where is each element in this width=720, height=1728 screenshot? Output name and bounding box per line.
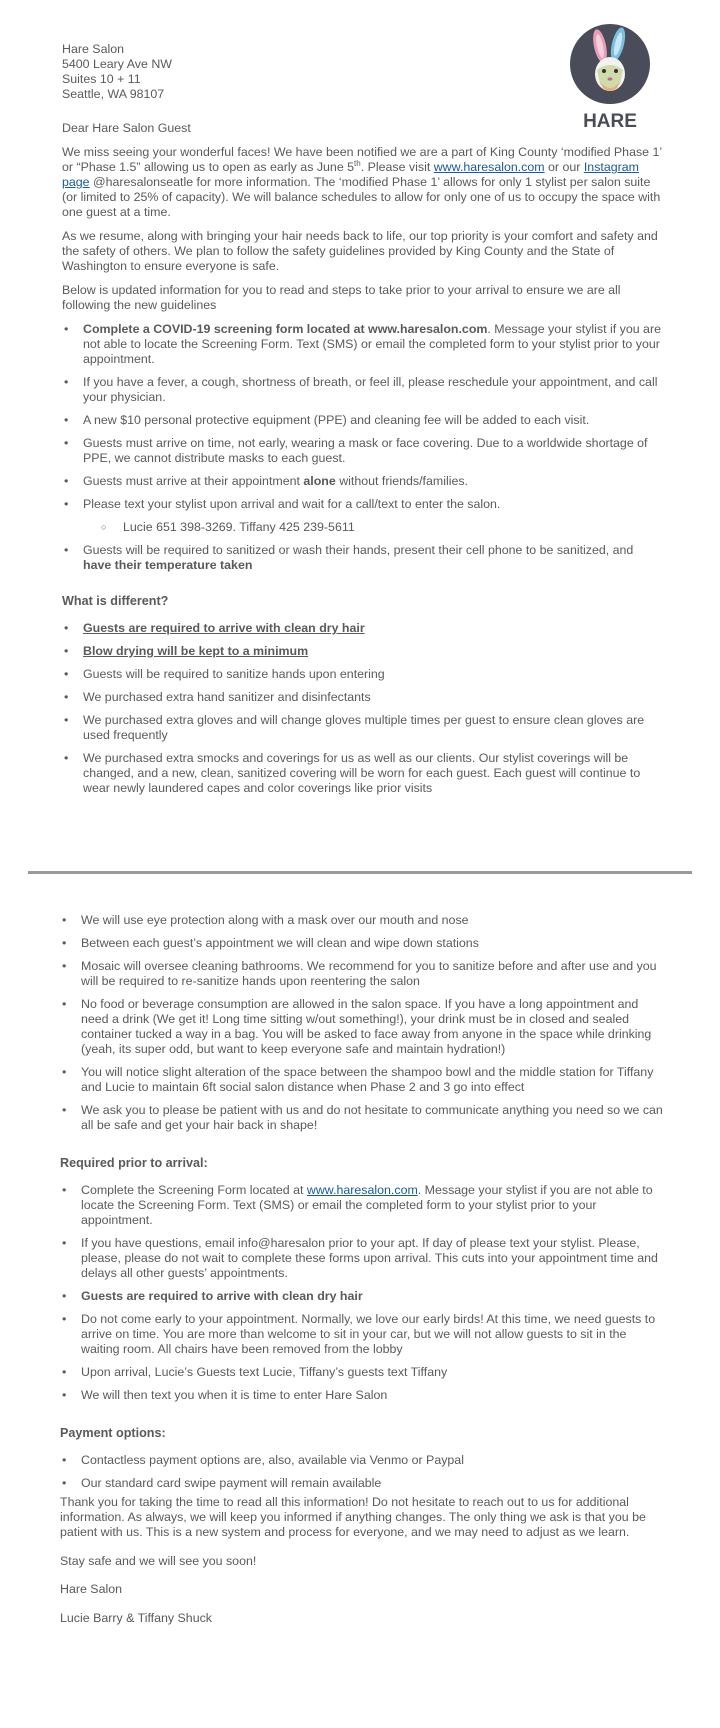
section-heading-different: What is different?: [62, 594, 169, 608]
address-line: Seattle, WA 98107: [62, 87, 165, 101]
different-list-continued: [60, 913, 665, 1133]
resume-paragraph: As we resume, along with bringing your hair needs back to life, our top priority is your comfort and safety and the safety of others. We plan to follow the safety guidelines provided by King County and the State of Washington to ensure everyone is safe.: [62, 229, 658, 273]
list-item: • We will then text you when it is time to enter Hare Salon: [60, 1388, 665, 1403]
letter-page-2: [60, 913, 665, 1626]
stylist-phones: ○ Lucie 651 398-3269. Tiffany 425 239-5611: [83, 520, 662, 535]
section-heading-required: Required prior to arrival:: [60, 1156, 208, 1170]
different-list: [62, 621, 662, 796]
list-item: • If you have a fever, a cough, shortness of breath, or feel ill, please reschedule your appointment, and call your physician.: [62, 375, 662, 405]
required-list: [60, 1183, 665, 1403]
list-item: • Blow drying will be kept to a minimum: [62, 644, 662, 659]
sender-address: [62, 42, 662, 102]
stylist-phone-list: [83, 520, 662, 535]
closing-paragraph: Thank you for taking the time to read all this information! Do not hesitate to reach out to us for additional information. As always, we will keep you informed if anything changes. The only thing we ask is that you be patient with us. This is a new system and process for everyone, and we may need to adjust as we learn.: [60, 1495, 646, 1539]
intro-paragraph: We miss seeing your wonderful faces! We have been notified we are a part of King County ‘modified Phase 1’ or “Phase 1.5” allowing us to open as early as June 5th. Please visit www.haresalon.com or our Instagram page @haresalonseatle for more information. The ‘modified Phase 1’ allows for only 1 stylist per salon suite (or limited to 25% of capacity). We will balance schedules to allow for only one of us to occupy the space with one guest at a time.: [62, 145, 662, 219]
website-link[interactable]: www.haresalon.com: [306, 1183, 418, 1197]
list-item: • You will notice slight alteration of the space between the shampoo bowl and the middle station for Tiffany and Lucie to maintain 6ft social salon distance when Phase 2 and 3 go into effect: [60, 1065, 665, 1095]
list-item: • Complete a COVID-19 screening form located at www.haresalon.com. Message your stylist if you are not able to locate the Screening Form. Text (SMS) or email the completed form to your stylist prior to your appointment.: [62, 322, 662, 367]
address-line: Suites 10 + 11: [62, 72, 141, 86]
list-item: • We purchased extra smocks and coverings for us as well as our clients. Our stylist coverings will be changed, and a new, clean, sanitized covering will be worn for each guest. Each guest will continue to wear newly laundered capes and color coverings like prior visits: [62, 751, 662, 796]
list-item: • We ask you to please be patient with us and do not hesitate to communicate anything you need so we can all be safe and get your hair back in shape!: [60, 1103, 665, 1133]
list-item: • Guests must arrive at their appointment alone without friends/families.: [62, 474, 662, 489]
signature-names: Lucie Barry & Tiffany Shuck: [60, 1611, 212, 1625]
letter-page-1: [62, 42, 662, 804]
list-item: • Please text your stylist upon arrival and wait for a call/text to enter the salon. ○ Lucie 651 398-3269. Tiffany 425 239-5611: [62, 497, 662, 535]
website-link[interactable]: www.haresalon.com: [433, 160, 545, 174]
list-item: • Upon arrival, Lucie’s Guests text Lucie, Tiffany’s guests text Tiffany: [60, 1365, 665, 1380]
list-item: • Mosaic will oversee cleaning bathrooms. We recommend for you to sanitize before and after use and you will be required to re-sanitize hands upon reentering the salon: [60, 959, 665, 989]
list-item: • Guests are required to arrive with clean dry hair: [62, 621, 662, 636]
logo-text: HARE: [583, 111, 637, 132]
list-item: • We purchased extra hand sanitizer and disinfectants: [62, 690, 662, 705]
instagram-link[interactable]: Instagram page: [62, 160, 639, 189]
list-item: • Our standard card swipe payment will remain available: [60, 1476, 665, 1491]
list-item: • If you have questions, email info@haresalon prior to your apt. If day of please text your stylist. Please, please, please do not wait to complete these forms upon arrival. This cuts into your appointment time and delays all other guests’ appointments.: [60, 1236, 665, 1281]
page-divider: [28, 871, 692, 874]
stay-safe-line: Stay safe and we will see you soon!: [60, 1554, 257, 1568]
list-item: • Guests are required to arrive with clean dry hair: [60, 1289, 665, 1304]
list-item: • Guests will be required to sanitize hands upon entering: [62, 667, 662, 682]
list-item: • Between each guest’s appointment we will clean and wipe down stations: [60, 936, 665, 951]
address-line: Hare Salon: [62, 42, 124, 56]
list-item: • Guests will be required to sanitized or wash their hands, present their cell phone to be sanitized, and have their temperature taken: [62, 543, 662, 573]
list-item: • Complete the Screening Form located at www.haresalon.com. Message your stylist if you are not able to locate the Screening Form. Text (SMS) or email the completed form to your stylist prior to your appointment.: [60, 1183, 665, 1228]
salutation: Dear Hare Salon Guest: [62, 121, 191, 135]
payment-list: [60, 1453, 665, 1491]
list-item: • We will use eye protection along with a mask over our mouth and nose: [60, 913, 665, 928]
signature-org: Hare Salon: [60, 1582, 122, 1596]
section-heading-payment: Payment options:: [60, 1426, 166, 1440]
steps-list: [62, 322, 662, 573]
address-line: 5400 Leary Ave NW: [62, 57, 172, 71]
list-item: • A new $10 personal protective equipment (PPE) and cleaning fee will be added to each visit.: [62, 413, 662, 428]
list-item: • Guests must arrive on time, not early, wearing a mask or face covering. Due to a worldwide shortage of PPE, we cannot distribute masks to each guest.: [62, 436, 662, 466]
list-item: • We purchased extra gloves and will change gloves multiple times per guest to ensure clean gloves are used frequently: [62, 713, 662, 743]
list-item: • Do not come early to your appointment. Normally, we love our early birds! At this time, we need guests to arrive on time. You are more than welcome to sit in your car, but we will not allow guests to sit in the waiting room. All chairs have been removed from the lobby: [60, 1312, 665, 1357]
guidelines-paragraph: Below is updated information for you to read and steps to take prior to your arrival to ensure we are all following the new guidelines: [62, 283, 621, 312]
list-item: • No food or beverage consumption are allowed in the salon space. If you have a long appointment and need a drink (We get it! Long time sitting w/out something!), your drink must be in closed and sealed container tucked a way in a bag. You will be asked to face away from anyone in the space while drinking (yeah, its super odd, but want to keep everyone safe and maintain hydration!): [60, 997, 665, 1057]
list-item: • Contactless payment options are, also, available via Venmo or Paypal: [60, 1453, 665, 1468]
